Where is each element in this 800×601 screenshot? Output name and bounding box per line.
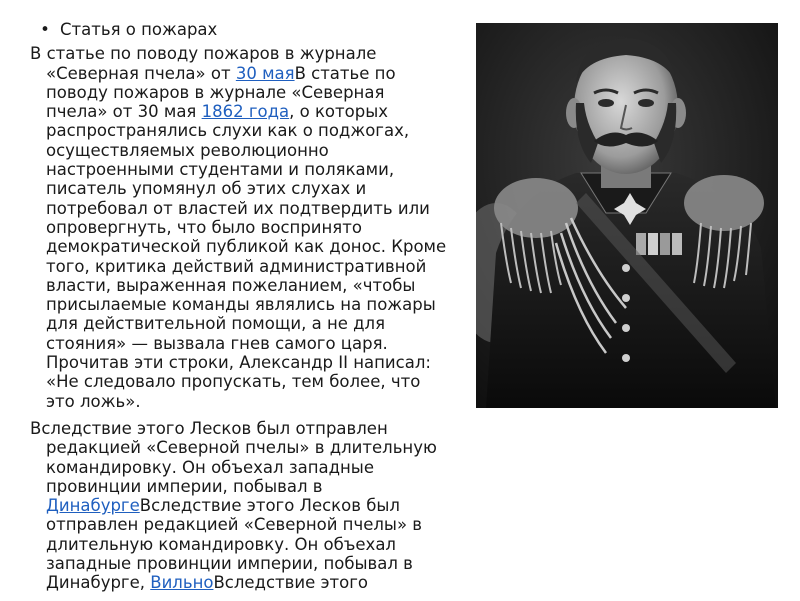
- paragraph-business-trip: [30, 419, 450, 593]
- para2-text-1: Вследствие этого Лесков был отправлен редакцией «Северной пчелы» в длительную командировку. Он объехал западные провинции империи, побывал в: [30, 418, 437, 496]
- portrait-photo: [476, 23, 778, 408]
- para1-text-3: , о которых распространялись слухи как о поджогах, осуществляемых революционно настроенными студентами и поляками, писатель упомянул об этих слухах и потребовал от властей их подтвердить или опровергнуть, что было воспринято демократической публикой как донос. Кроме того, критика действий административной власти, выраженная пожеланием, «чтобы присылаемые команды являлись на пожары для действительной помощи, а не для стояния» — вызвала гнев самого царя. Прочитав эти строки, Александр II написал: «Не следовало пропускать, тем более, что это ложь».: [46, 102, 447, 411]
- portrait-illustration: [476, 23, 778, 408]
- para1-text-1: В статье по поводу пожаров в журнале «Северная пчела» от: [30, 44, 377, 83]
- para1-text-2: В статье по поводу пожаров в журнале «Северная пчела» от 30 мая: [46, 63, 396, 122]
- para2-text-2: Вследствие этого Лесков был отправлен редакцией «Северной пчелы» в длительную командировку. Он объехал западные провинции империи, побывал в Динабурге,: [46, 496, 423, 593]
- para2-text-3: Вследствие этого: [213, 573, 369, 593]
- paragraph-fires-article: [30, 44, 450, 411]
- bullet-heading-text: Статья о пожарах: [60, 20, 218, 39]
- link-30-may[interactable]: 30 мая: [235, 63, 295, 83]
- slide-bullet-heading: [30, 20, 450, 39]
- link-dinaburg[interactable]: Динабурге: [46, 496, 140, 516]
- bullet-dot-icon: •: [40, 20, 50, 39]
- slide-text-column: [30, 20, 450, 601]
- link-1862-year[interactable]: 1862 года: [201, 102, 290, 122]
- link-vilno[interactable]: Вильно: [150, 573, 214, 593]
